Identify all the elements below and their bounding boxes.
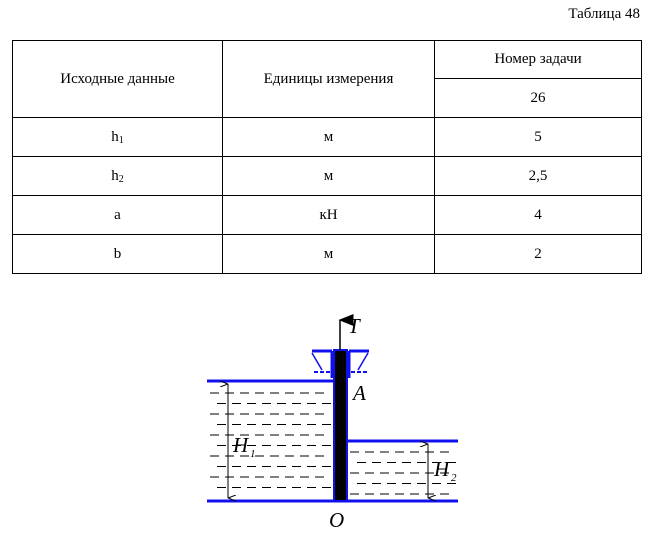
param-unit: м (223, 118, 435, 157)
param-unit: м (223, 157, 435, 196)
source-data-table (12, 40, 642, 274)
label-h1-sub: 1 (250, 448, 256, 460)
gate-plate (334, 350, 347, 501)
label-o: O (329, 508, 345, 532)
table-row (13, 235, 642, 274)
header-source-data: Исходные данные (13, 41, 223, 118)
label-h2: H (434, 457, 450, 481)
header-task-value: 26 (435, 79, 642, 118)
header-task-number: Номер задачи (435, 41, 642, 79)
param-name: $h_2$ (13, 157, 223, 196)
label-a: A (353, 381, 366, 405)
gate-diagram (0, 300, 666, 536)
table-row (13, 196, 642, 235)
table-header-row (13, 41, 642, 79)
param-value: 2 (435, 235, 642, 274)
param-name: a (13, 196, 223, 235)
param-unit: кН (223, 196, 435, 235)
param-value: 2,5 (435, 157, 642, 196)
label-h2-sub: 2 (451, 472, 457, 484)
label-t: T (348, 314, 360, 338)
param-value: 4 (435, 196, 642, 235)
gate-diagram-svg (0, 300, 666, 536)
table-row (13, 157, 642, 196)
table-row (13, 118, 642, 157)
param-name: $h_1$ (13, 118, 223, 157)
label-h1: H (233, 433, 249, 457)
table-caption: Таблица 48 (568, 6, 640, 22)
param-unit: м (223, 235, 435, 274)
param-name: b (13, 235, 223, 274)
header-units: Единицы измерения (223, 41, 435, 118)
param-value: 5 (435, 118, 642, 157)
